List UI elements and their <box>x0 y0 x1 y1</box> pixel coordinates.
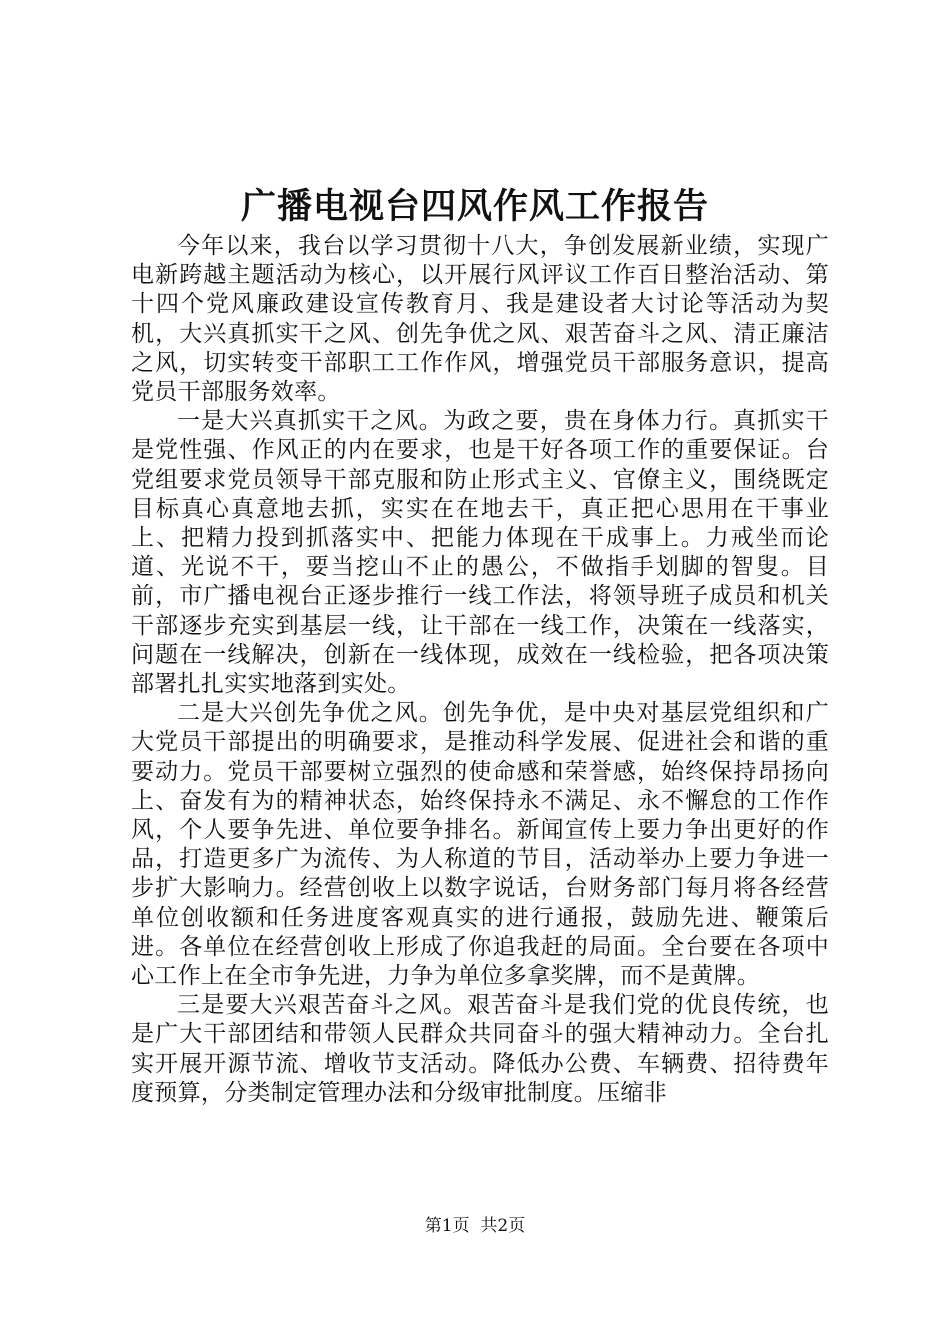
paragraph-intro: 今年以来，我台以学习贯彻十八大，争创发展新业绩，实现广电新跨越主题活动为核心，以开展行风评议工作百日整治活动、第十四个党风廉政建设宣传教育月、我是建设者大讨论等活动为契机，大兴真抓实干之风、创先争优之风、艰苦奋斗之风、清正廉洁之风，切实转变干部职工工作作风，增强党员干部服务意识，提高党员干部服务效率。 <box>131 233 829 406</box>
page-footer <box>0 1214 950 1238</box>
paragraph-2: 二是大兴创先争优之风。创先争优，是中央对基层党组织和广大党员干部提出的明确要求，是推动科学发展、促进社会和谐的重要动力。党员干部要树立强烈的使命感和荣誉感，始终保持昂扬向上、奋发有为的精神状态，始终保持永不满足、永不懈怠的工作作风，个人要争先进、单位要争排名。新闻宣传上要力争出更好的作品，打造更多广为流传、为人称道的节目，活动举办上要力争进一步扩大影响力。经营创收上以数字说话，台财务部门每月将各经营单位创收额和任务进度客观真实的进行通报，鼓励先进、鞭策后进。各单位在经营创收上形成了你追我赶的局面。全台要在各项中心工作上在全市争先进，力争为单位多拿奖牌，而不是黄牌。 <box>131 700 829 990</box>
page-number: 第1页 <box>424 1216 470 1236</box>
document-body <box>131 232 829 1108</box>
footer-separator <box>470 1216 481 1236</box>
paragraph-3: 三是要大兴艰苦奋斗之风。艰苦奋斗是我们党的优良传统，也是广大干部团结和带领人民群众共同奋斗的强大精神动力。全台扎实开展开源节流、增收节支活动。降低办公费、车辆费、招待费年度预算，分类制定管理办法和分级审批制度。压缩非 <box>131 992 829 1106</box>
page-total: 共2页 <box>480 1216 526 1236</box>
paragraph-1: 一是大兴真抓实干之风。为政之要，贵在身体力行。真抓实干是党性强、作风正的内在要求，也是干好各项工作的重要保证。台党组要求党员领导干部克服和防止形式主义、官僚主义，围绕既定目标真心真意地去抓，实实在在地去干，真正把心思用在干事业上、把精力投到抓落实中、把能力体现在干成事上。力戒坐而论道、光说不干，要当挖山不止的愚公，不做指手划脚的智叟。目前，市广播电视台正逐步推行一线工作法，将领导班子成员和机关干部逐步充实到基层一线，让干部在一线工作，决策在一线落实，问题在一线解决，创新在一线体现，成效在一线检验，把各项决策部署扎扎实实地落到实处。 <box>131 408 829 698</box>
document-title: 广播电视台四风作风工作报告 <box>240 186 709 227</box>
